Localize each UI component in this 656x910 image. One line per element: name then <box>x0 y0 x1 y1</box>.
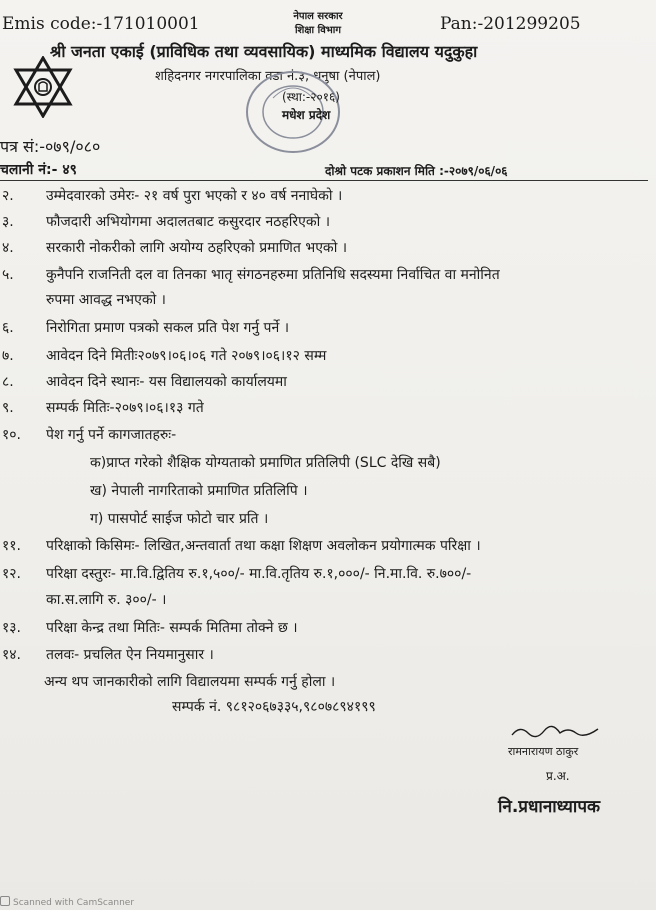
dispatch-number: चलानी नं:- ४९ <box>0 162 77 178</box>
govt-ministry-label <box>283 10 353 38</box>
signature-icon <box>510 721 600 741</box>
govt-line-1: नेपाल सरकार <box>293 11 343 22</box>
list-item: ५. कुनैपनि राजनिती दल वा तिनका भातृ संगठनहरुमा प्रतिनिधि सदस्यमा निर्वाचित वा मनोनित <box>2 267 500 283</box>
camscanner-icon <box>0 896 10 906</box>
list-item: ४. सरकारी नोकरीको लागि अयोग्य ठहरिएको प्रमाणित भएको । <box>2 240 348 256</box>
signatory-designation: नि.प्रधानाध्यापक <box>498 797 601 817</box>
list-item: ७. आवेदन दिने मितीः२०७९।०६।०६ गते २०७९।०६।१२ सम्म <box>2 348 327 364</box>
document-item: क)प्राप्त गरेको शैक्षिक योग्यताको प्रमाणित प्रतिलिपी (SLC देखि सबै) <box>90 455 441 471</box>
established-year: (स्था:-२०१६) <box>282 90 340 104</box>
document-item: ख) नेपाली नागरिताको प्रमाणित प्रतिलिपि । <box>90 483 308 499</box>
province-name: मधेश प्रदेश <box>282 108 331 122</box>
govt-line-2: शिक्षा विभाग <box>294 25 342 36</box>
header-divider <box>0 180 648 181</box>
school-name: श्री जनता एकाई (प्राविधिक तथा व्यवसायिक) माध्यमिक विद्यालय यदुकुहा <box>50 42 478 61</box>
more-info-note: अन्य थप जानकारीको लागि विद्यालयमा सम्पर्क गर्नु होला । <box>44 674 336 690</box>
contact-numbers: सम्पर्क नं. ९८१२०६७३३५,९८०७८९४१९९ <box>172 699 376 715</box>
pan-number: Pan:-201299205 <box>440 14 581 34</box>
list-item-continuation: रुपमा आवद्ध नभएको । <box>46 292 166 308</box>
nepal-emblem-icon <box>12 56 74 118</box>
list-item: १२. परिक्षा दस्तुरः- मा.वि.द्वितिय रु.१,५००/- मा.वि.तृतिय रु.१,०००/- नि.मा.वि. रु.७००/- <box>2 566 472 582</box>
scanner-watermark: Scanned with CamScanner <box>0 896 134 908</box>
emis-code: Emis code:-171010001 <box>2 14 200 34</box>
school-address: शहिदनगर नगरपालिका वडा नं.३, धनुषा (नेपाल) <box>155 69 381 84</box>
publication-date: दोश्रो पटक प्रकाशन मिति :-२०७९/०६/०६ <box>325 164 508 178</box>
list-item: २. उम्मेदवारको उमेरः- २१ वर्ष पुरा भएको र ४० वर्ष ननाघेको । <box>2 188 343 204</box>
letter-number: पत्र सं:-०७९/०८० <box>0 137 101 156</box>
list-item: ८. आवेदन दिने स्थानः- यस विद्यालयको कार्यालयमा <box>2 374 287 390</box>
list-item: ६. निरोगिता प्रमाण पत्रको सकल प्रति पेश गर्नु पर्ने । <box>2 320 290 336</box>
document-item: ग) पासपोर्ट साईज फोटो चार प्रति । <box>90 511 269 527</box>
list-item: १०. पेश गर्नु पर्ने कागजातहरुः- <box>2 427 177 443</box>
list-item: ११. परिक्षाको किसिमः- लिखित,अन्तवार्ता तथा कक्षा शिक्षण अवलोकन प्रयोगात्मक परिक्षा । <box>2 538 481 554</box>
list-item: ३. फौजदारी अभियोगमा अदालतबाट कसुरदार नठहरिएको । <box>2 214 331 230</box>
signatory-name: रामनारायण ठाकुर <box>508 745 579 758</box>
list-item-continuation: का.स.लागि रु. ३००/- । <box>46 592 167 608</box>
list-item: १४. तलवः- प्रचलित ऐन नियमानुसार । <box>2 647 214 663</box>
list-item: १३. परिक्षा केन्द्र तथा मितिः- सम्पर्क मितिमा तोक्ने छ । <box>2 620 298 636</box>
list-item: ९. सम्पर्क मितिः-२०७९।०६।१३ गते <box>2 400 204 416</box>
signatory-title: प्र.अ. <box>546 769 570 783</box>
